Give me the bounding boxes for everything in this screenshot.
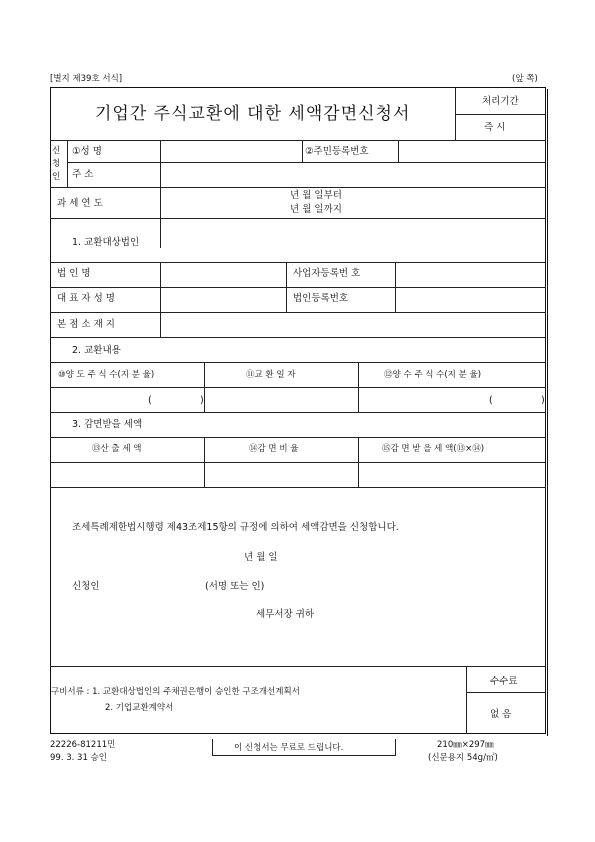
corp-reg-no-label: 법인등록번호 xyxy=(293,293,349,304)
processing-period-label: 처리기간 xyxy=(482,96,519,107)
approval-date: 99. 3. 31 승인 xyxy=(50,753,107,763)
addressee: 세무서장 귀하 xyxy=(256,609,315,620)
tax-year-from[interactable]: 년 월 일부터 xyxy=(290,190,342,201)
reduction-rate-header: ⑭감 면 비 율 xyxy=(249,444,299,454)
transferred-shares-header: ⑩양 도 주 식 수(지 분 율) xyxy=(58,370,155,380)
exchange-date-header: ⑪교 환 일 자 xyxy=(246,370,296,380)
resident-id-field[interactable] xyxy=(399,141,545,162)
reduced-tax-field[interactable] xyxy=(359,463,545,486)
declaration-date[interactable]: 년 월 일 xyxy=(244,552,278,563)
signature-field[interactable]: (서명 또는 인) xyxy=(205,581,265,592)
name-field[interactable] xyxy=(161,141,301,162)
required-document-2: 2. 기업교환계약서 xyxy=(105,703,174,713)
acquired-shares-field[interactable] xyxy=(359,388,545,411)
transferred-shares-field[interactable] xyxy=(51,388,203,411)
reduced-tax-header: ⑮감 면 받 을 세 액(⑬×⑭) xyxy=(382,444,485,454)
required-documents-label: 구비서류 : 1. 교환대상법인의 주채권은행이 승인한 구조개선계획서 xyxy=(51,687,300,697)
acquired-shares-paren-open: ( xyxy=(489,395,493,406)
section1-title: 1. 교환대상법인 xyxy=(72,237,140,248)
acquired-shares-paren-close: ) xyxy=(541,395,545,406)
reduction-rate-field[interactable] xyxy=(205,463,357,486)
fee-value: 없 음 xyxy=(490,709,512,720)
tax-year-to[interactable]: 년 월 일까지 xyxy=(290,204,342,215)
page-side: (앞 쪽) xyxy=(512,74,538,84)
form-title: 기업간 주식교환에 대한 세액감면신청서 xyxy=(95,104,411,124)
representative-label: 대 표 자 성 명 xyxy=(57,293,115,304)
biz-reg-no-label: 사업자등록번 호 xyxy=(293,268,361,279)
calculated-tax-header: ⑬산 출 세 액 xyxy=(92,444,142,454)
processing-period-value: 즉 시 xyxy=(484,122,506,133)
free-notice: 이 신청서는 무료로 드립니다. xyxy=(234,743,344,753)
address-field[interactable] xyxy=(161,163,545,186)
form-code: 22226-81211민 xyxy=(50,740,116,750)
biz-reg-no-field[interactable] xyxy=(396,263,545,286)
corp-name-field[interactable] xyxy=(161,263,285,286)
fee-label: 수수료 xyxy=(490,676,518,687)
applicant-label: 신청인 xyxy=(72,581,100,592)
paper-size: 210㎜×297㎜ xyxy=(437,740,494,750)
exchange-date-field[interactable] xyxy=(205,388,357,411)
paper-type: (신문용지 54g/㎡) xyxy=(428,753,498,763)
corp-reg-no-field[interactable] xyxy=(396,288,545,311)
calculated-tax-field[interactable] xyxy=(51,463,203,486)
representative-field[interactable] xyxy=(161,288,285,311)
declaration-text: 조세특례제한법시행령 제43조제15항의 규정에 의하여 세액감면을 신청합니다. xyxy=(72,522,399,533)
acquired-shares-header: ⑫양 수 주 식 수(지 분 율) xyxy=(384,370,482,380)
form-number: [별지 제39호 서식] xyxy=(50,74,123,84)
corp-name-label: 법 인 명 xyxy=(57,268,91,279)
resident-id-label: ②주민등록번호 xyxy=(305,146,369,157)
section3-title: 3. 감면받을 세액 xyxy=(72,419,143,430)
section2-title: 2. 교환내용 xyxy=(72,345,121,356)
hq-location-label: 본 점 소 재 지 xyxy=(57,319,115,330)
name-label: ①성 명 xyxy=(72,146,102,157)
transferred-shares-paren-close: ) xyxy=(200,395,204,406)
applicant-side-label: 신 청 인 xyxy=(52,146,61,182)
address-label: 주 소 xyxy=(72,169,94,180)
hq-location-field[interactable] xyxy=(161,313,545,336)
tax-year-label: 과 세 연 도 xyxy=(57,198,103,209)
transferred-shares-paren-open: ( xyxy=(148,395,152,406)
